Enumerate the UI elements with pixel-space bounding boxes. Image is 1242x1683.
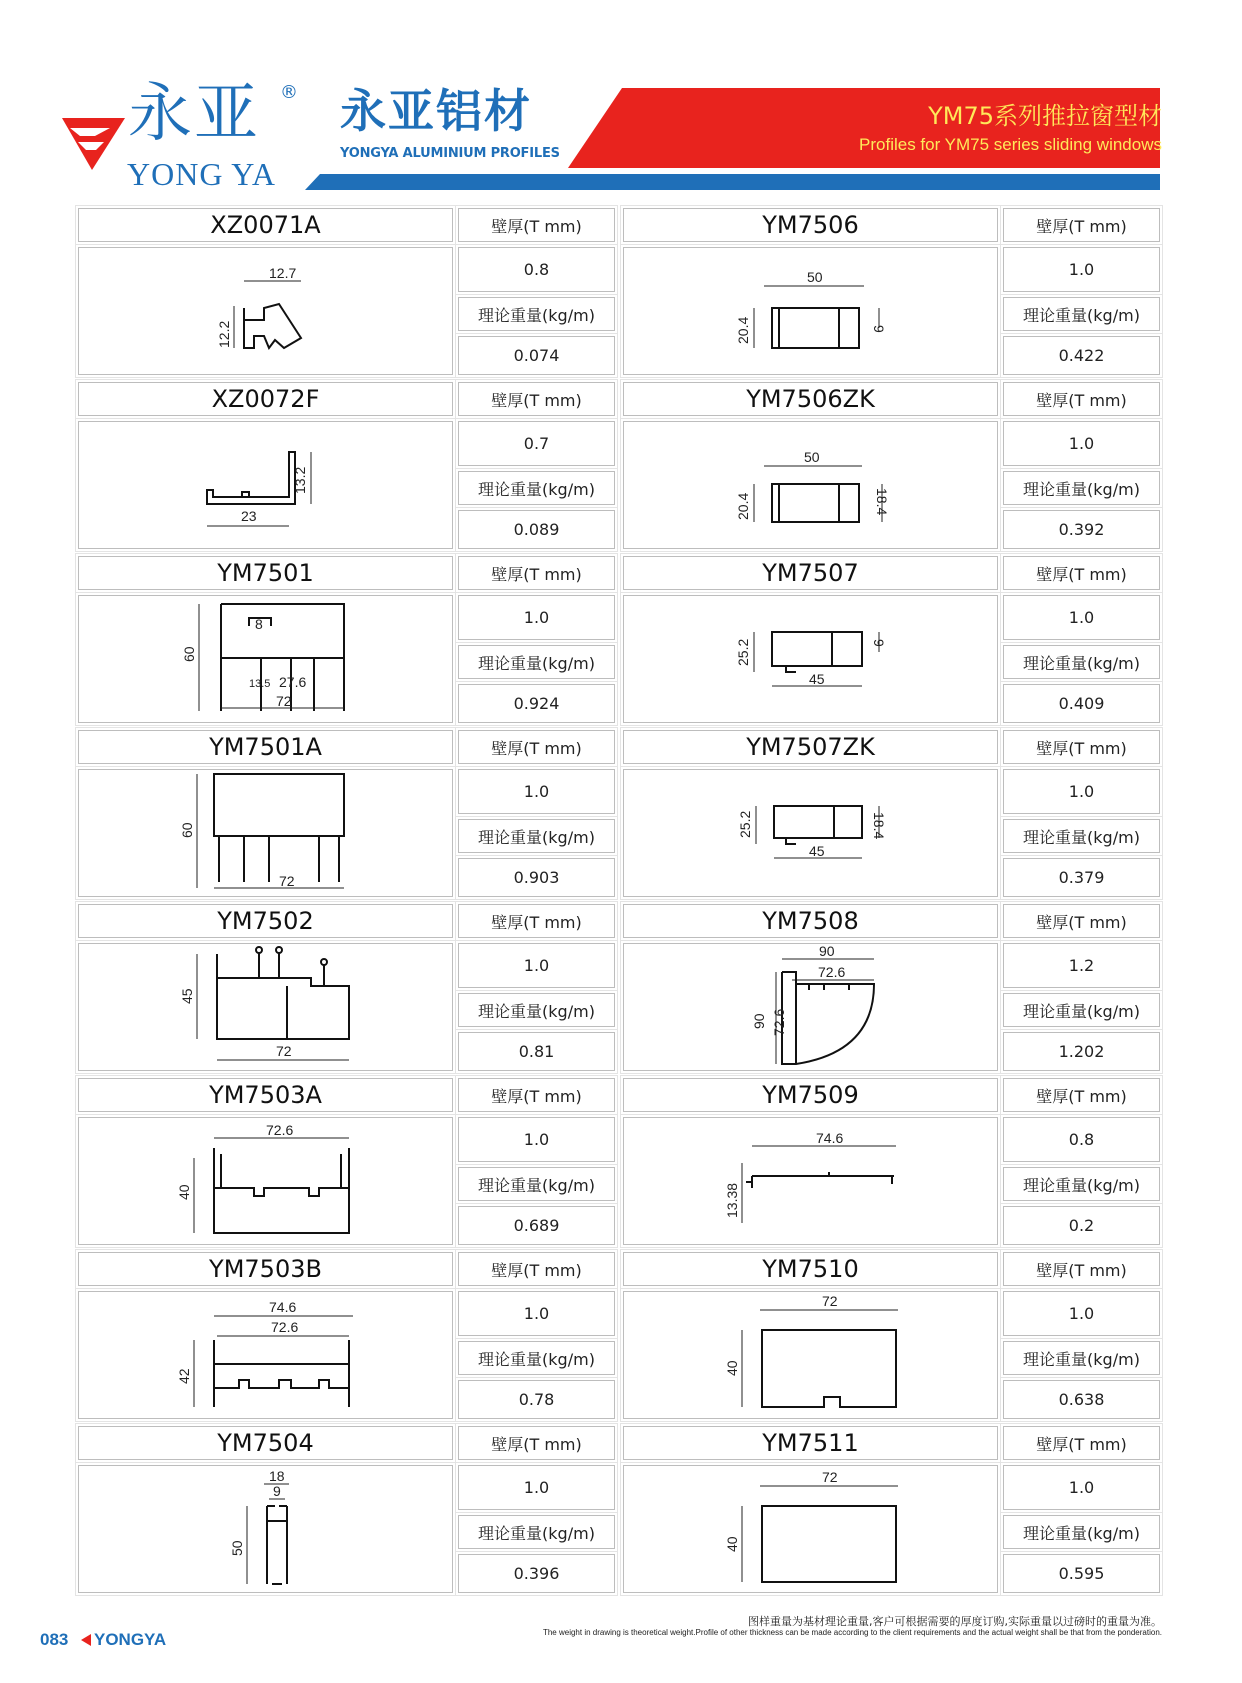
page-number: 083 <box>40 1630 69 1649</box>
weight-label: 理论重量(kg/m) <box>1003 297 1160 331</box>
weight-value: 0.396 <box>458 1554 615 1593</box>
logo-chinese: 永亚 <box>128 77 260 151</box>
profile-code: YM7506ZK <box>623 382 998 416</box>
dimension-label: 9 <box>871 325 887 333</box>
weight-value: 0.392 <box>1003 510 1160 549</box>
weight-value: 0.379 <box>1003 858 1160 897</box>
thickness-label: 壁厚(T mm) <box>458 1252 615 1286</box>
weight-value: 1.202 <box>1003 1032 1160 1071</box>
thickness-value: 1.0 <box>1003 769 1160 814</box>
profile-code: YM7504 <box>78 1426 453 1460</box>
dimension-label: 13.2 <box>292 466 308 494</box>
weight-label: 理论重量(kg/m) <box>458 993 615 1027</box>
dimension-label: 42 <box>176 1368 192 1384</box>
dimension-label: 45 <box>179 988 195 1004</box>
profile-code: YM7502 <box>78 904 453 938</box>
thickness-label: 壁厚(T mm) <box>458 1078 615 1112</box>
profile-code: YM7501A <box>78 730 453 764</box>
dimension-label: 9 <box>871 639 887 647</box>
triangle-left-icon <box>80 1633 92 1647</box>
profile-drawing-ym7501 <box>78 595 453 723</box>
weight-label: 理论重量(kg/m) <box>1003 471 1160 505</box>
thickness-label: 壁厚(T mm) <box>1003 1426 1160 1460</box>
dimension-label: 45 <box>809 671 825 687</box>
profile-drawing-ym7502 <box>78 943 453 1071</box>
weight-label: 理论重量(kg/m) <box>458 297 615 331</box>
dimension-label: 18.4 <box>871 812 887 840</box>
thickness-value: 1.2 <box>1003 943 1160 988</box>
logo-english: YONG YA <box>127 156 276 192</box>
thickness-value: 1.0 <box>1003 247 1160 292</box>
dimension-label: 40 <box>176 1184 192 1200</box>
header-blue-stripe <box>305 174 1160 190</box>
thickness-value: 1.0 <box>458 1465 615 1510</box>
dimension-label: 23 <box>241 508 257 524</box>
profile-drawing-ym7503a <box>78 1117 453 1245</box>
dimension-label: 72 <box>276 693 292 709</box>
thickness-value: 1.0 <box>1003 595 1160 640</box>
dimension-label: 72.6 <box>771 1008 787 1036</box>
dimension-label: 74.6 <box>269 1299 297 1315</box>
weight-label: 理论重量(kg/m) <box>1003 819 1160 853</box>
dimension-label: 25.2 <box>737 810 753 838</box>
weight-value: 0.074 <box>458 336 615 375</box>
profile-code: YM7508 <box>623 904 998 938</box>
dimension-label: 50 <box>807 269 823 285</box>
weight-value: 0.638 <box>1003 1380 1160 1419</box>
profile-drawing-ym7509 <box>623 1117 998 1245</box>
dimension-label: 20.4 <box>735 316 751 344</box>
weight-label: 理论重量(kg/m) <box>1003 993 1160 1027</box>
profile-code: YM7501 <box>78 556 453 590</box>
thickness-label: 壁厚(T mm) <box>458 904 615 938</box>
thickness-value: 0.8 <box>1003 1117 1160 1162</box>
profile-code: YM7511 <box>623 1426 998 1460</box>
thickness-value: 1.0 <box>1003 421 1160 466</box>
profile-drawing-ym7507 <box>623 595 998 723</box>
footer-note-chinese: 图样重量为基材理论重量,客户可根据需要的厚度订购,实际重量以过磅时的重量为准。 <box>748 1615 1162 1628</box>
profile-code: YM7507ZK <box>623 730 998 764</box>
weight-label: 理论重量(kg/m) <box>1003 1167 1160 1201</box>
thickness-label: 壁厚(T mm) <box>1003 1252 1160 1286</box>
thickness-value: 1.0 <box>458 769 615 814</box>
thickness-label: 壁厚(T mm) <box>458 556 615 590</box>
profile-code: YM7510 <box>623 1252 998 1286</box>
dimension-label: 9 <box>273 1483 281 1499</box>
profile-code: YM7507 <box>623 556 998 590</box>
dimension-label: 40 <box>724 1536 740 1552</box>
dimension-label: 72 <box>276 1043 292 1059</box>
thickness-label: 壁厚(T mm) <box>458 730 615 764</box>
dimension-label: 72.6 <box>266 1122 294 1138</box>
dimension-label: 20.4 <box>735 492 751 520</box>
dimension-label: 72.6 <box>818 964 846 980</box>
thickness-value: 1.0 <box>458 943 615 988</box>
profile-code: XZ0072F <box>78 382 453 416</box>
profile-code: YM7503A <box>78 1078 453 1112</box>
weight-label: 理论重量(kg/m) <box>458 1515 615 1549</box>
dimension-label: 25.2 <box>735 638 751 666</box>
weight-label: 理论重量(kg/m) <box>1003 1515 1160 1549</box>
dimension-label: 13.38 <box>724 1182 740 1218</box>
dimension-label: 50 <box>229 1540 245 1556</box>
registered-mark: ® <box>280 82 298 103</box>
dimension-label: 90 <box>819 944 835 959</box>
weight-value: 0.2 <box>1003 1206 1160 1245</box>
thickness-value: 1.0 <box>1003 1291 1160 1336</box>
profile-drawing-xz0071a <box>78 247 453 375</box>
weight-value: 0.689 <box>458 1206 615 1245</box>
profile-drawing-ym7504 <box>78 1465 453 1593</box>
thickness-value: 0.8 <box>458 247 615 292</box>
dimension-label: 60 <box>181 646 197 662</box>
profile-code: YM7503B <box>78 1252 453 1286</box>
dimension-label: 18 <box>269 1468 285 1484</box>
weight-value: 0.78 <box>458 1380 615 1419</box>
thickness-label: 壁厚(T mm) <box>1003 556 1160 590</box>
dimension-label: 45 <box>809 843 825 859</box>
dimension-label: 40 <box>724 1360 740 1376</box>
weight-value: 0.924 <box>458 684 615 723</box>
weight-value: 0.409 <box>1003 684 1160 723</box>
page-title: YM75系列推拉窗型材 <box>928 102 1162 130</box>
weight-label: 理论重量(kg/m) <box>458 1167 615 1201</box>
profile-code: YM7509 <box>623 1078 998 1112</box>
dimension-label: 8 <box>255 616 263 632</box>
brand-chinese: 永亚铝材 <box>340 84 532 138</box>
dimension-label: 72.6 <box>271 1319 299 1335</box>
thickness-value: 0.7 <box>458 421 615 466</box>
weight-label: 理论重量(kg/m) <box>1003 1341 1160 1375</box>
footer-brand: YONGYA <box>94 1630 167 1649</box>
thickness-label: 壁厚(T mm) <box>458 208 615 242</box>
profile-drawing-ym7510 <box>623 1291 998 1419</box>
logo-mark-icon <box>62 118 125 170</box>
thickness-label: 壁厚(T mm) <box>1003 382 1160 416</box>
weight-value: 0.595 <box>1003 1554 1160 1593</box>
dimension-label: 18.4 <box>874 488 890 516</box>
dimension-label: 90 <box>751 1013 767 1029</box>
dimension-label: 72 <box>279 873 295 889</box>
profile-drawing-ym7506zk <box>623 421 998 549</box>
thickness-value: 1.0 <box>1003 1465 1160 1510</box>
brand-english: YONGYA ALUMINIUM PROFILES <box>340 146 560 161</box>
profile-drawing-ym7507zk <box>623 769 998 897</box>
thickness-label: 壁厚(T mm) <box>458 382 615 416</box>
profile-drawing-xz0072f <box>78 421 453 549</box>
weight-label: 理论重量(kg/m) <box>458 645 615 679</box>
dimension-label: 74.6 <box>816 1130 844 1146</box>
profile-code: YM7506 <box>623 208 998 242</box>
weight-label: 理论重量(kg/m) <box>458 819 615 853</box>
thickness-value: 1.0 <box>458 1291 615 1336</box>
thickness-label: 壁厚(T mm) <box>1003 904 1160 938</box>
weight-value: 0.089 <box>458 510 615 549</box>
profile-drawing-ym7501a <box>78 769 453 897</box>
weight-label: 理论重量(kg/m) <box>458 471 615 505</box>
weight-label: 理论重量(kg/m) <box>458 1341 615 1375</box>
footer-note-english: The weight in drawing is theoretical weight.Profile of other thickness can be made according to the client requirements and the actual weight shall be that from the ponderation. <box>542 1628 1162 1637</box>
thickness-label: 壁厚(T mm) <box>1003 208 1160 242</box>
profile-drawing-ym7503b <box>78 1291 453 1419</box>
thickness-value: 1.0 <box>458 1117 615 1162</box>
profile-drawing-ym7506 <box>623 247 998 375</box>
dimension-label: 50 <box>804 449 820 465</box>
dimension-label: 60 <box>179 822 195 838</box>
weight-value: 0.422 <box>1003 336 1160 375</box>
weight-value: 0.903 <box>458 858 615 897</box>
dimension-label: 72 <box>822 1293 838 1309</box>
dimension-label: 12.7 <box>269 265 297 281</box>
dimension-label: 13.5 <box>249 678 271 690</box>
profile-code: XZ0071A <box>78 208 453 242</box>
dimension-label: 72 <box>822 1469 838 1485</box>
weight-label: 理论重量(kg/m) <box>1003 645 1160 679</box>
thickness-label: 壁厚(T mm) <box>1003 1078 1160 1112</box>
profile-drawing-ym7511 <box>623 1465 998 1593</box>
dimension-label: 12.2 <box>216 320 232 348</box>
weight-value: 0.81 <box>458 1032 615 1071</box>
page-subtitle: Profiles for YM75 series sliding windows <box>859 135 1162 154</box>
thickness-label: 壁厚(T mm) <box>1003 730 1160 764</box>
dimension-label: 27.6 <box>279 674 307 690</box>
thickness-label: 壁厚(T mm) <box>458 1426 615 1460</box>
profile-drawing-ym7508 <box>623 943 998 1071</box>
thickness-value: 1.0 <box>458 595 615 640</box>
